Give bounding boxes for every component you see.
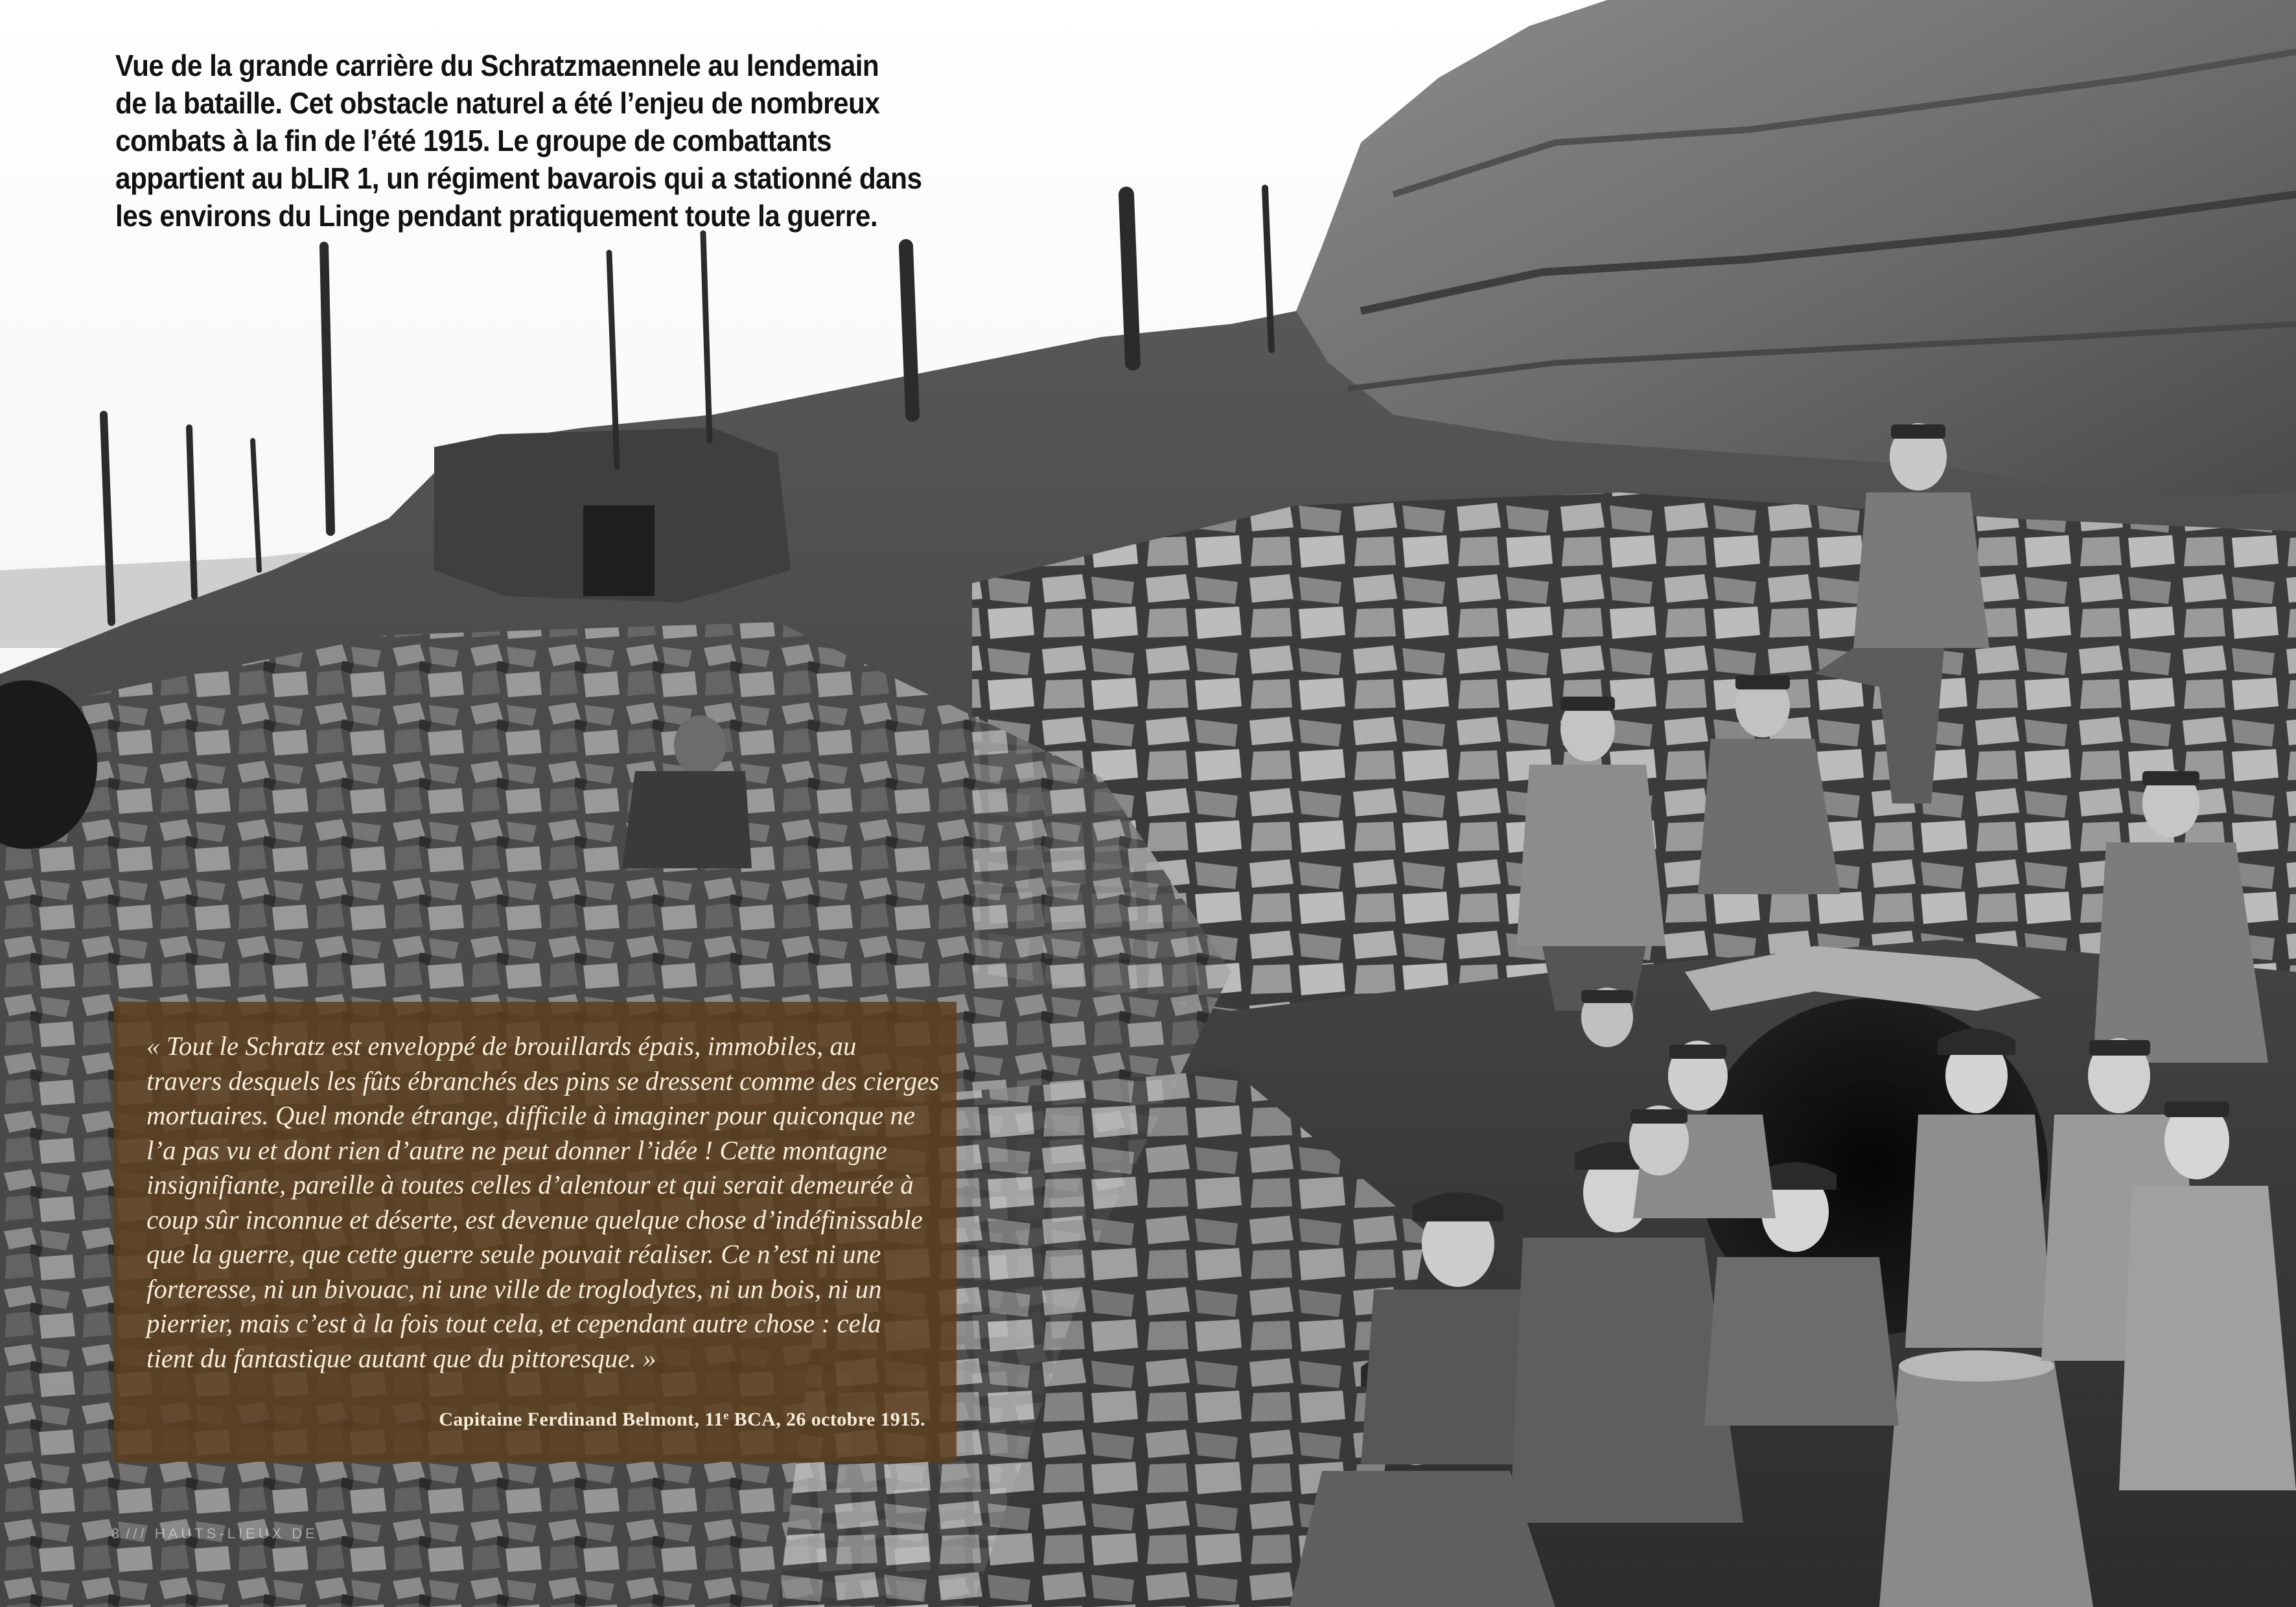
- attribution-suffix: BCA, 26 octobre 1915.: [728, 1409, 925, 1430]
- caption-line: de la bataille. Cet obstacle naturel a été l’enjeu de nombreux: [115, 86, 880, 120]
- quote-line: travers desquels les fûts ébranchés des pins se dressent comme des cierges: [146, 1065, 940, 1096]
- quote-line: forteresse, ni un bivouac, ni une ville de troglodytes, ni un bois, ni un: [146, 1273, 882, 1304]
- soldier: [1629, 1105, 1689, 1175]
- photo-caption: [115, 47, 1010, 235]
- attribution-prefix: Capitaine Ferdinand Belmont, 11: [439, 1409, 724, 1430]
- soldier: [1581, 988, 1633, 1047]
- stump-top: [1899, 1350, 2054, 1382]
- quote-line: insignifiante, pareille à toutes celles d’alentour et qui serait demeurée à: [146, 1170, 914, 1199]
- attribution-superscript: e: [723, 1409, 729, 1422]
- quote-text: [146, 1029, 940, 1376]
- quote-line: tient du fantastique autant que du pittoresque. »: [146, 1343, 656, 1373]
- caption-line: les environs du Linge pendant pratiquement toute la guerre.: [115, 199, 878, 233]
- bunker-opening: [583, 505, 655, 596]
- quote-line: « Tout le Schratz est enveloppé de brouillards épais, immobiles, au: [146, 1031, 857, 1061]
- quote-line: mortuaires. Quel monde étrange, difficile à imaginer pour quiconque ne: [146, 1100, 916, 1130]
- caption-line: combats à la fin de l’été 1915. Le groupe de combattants: [115, 124, 832, 157]
- quote-line: pierrier, mais c’est à la fois tout cela, et cependant autre chose : cela: [146, 1308, 881, 1338]
- page-folio: [111, 1525, 318, 1542]
- caption-line: appartient au bLIR 1, un régiment bavarois qui a stationné dans: [115, 161, 922, 195]
- caption-line: Vue de la grande carrière du Schratzmaennele au lendemain: [115, 49, 879, 82]
- quote-line: l’a pas vu et dont rien d’autre ne peut donner l’idée ! Cette montagne: [146, 1135, 887, 1165]
- quote-line: coup sûr inconnue et déserte, est devenue quelque chose d’indéfinissable: [146, 1204, 923, 1234]
- running-title: /// HAUTS-LIEUX DE: [126, 1525, 318, 1542]
- page-number: 8: [111, 1525, 120, 1542]
- quote-attribution: [439, 1409, 925, 1431]
- quote-box: [114, 1002, 957, 1462]
- quote-line: que la guerre, que cette guerre seule pouvait réaliser. Ce n’est ni une: [146, 1239, 881, 1269]
